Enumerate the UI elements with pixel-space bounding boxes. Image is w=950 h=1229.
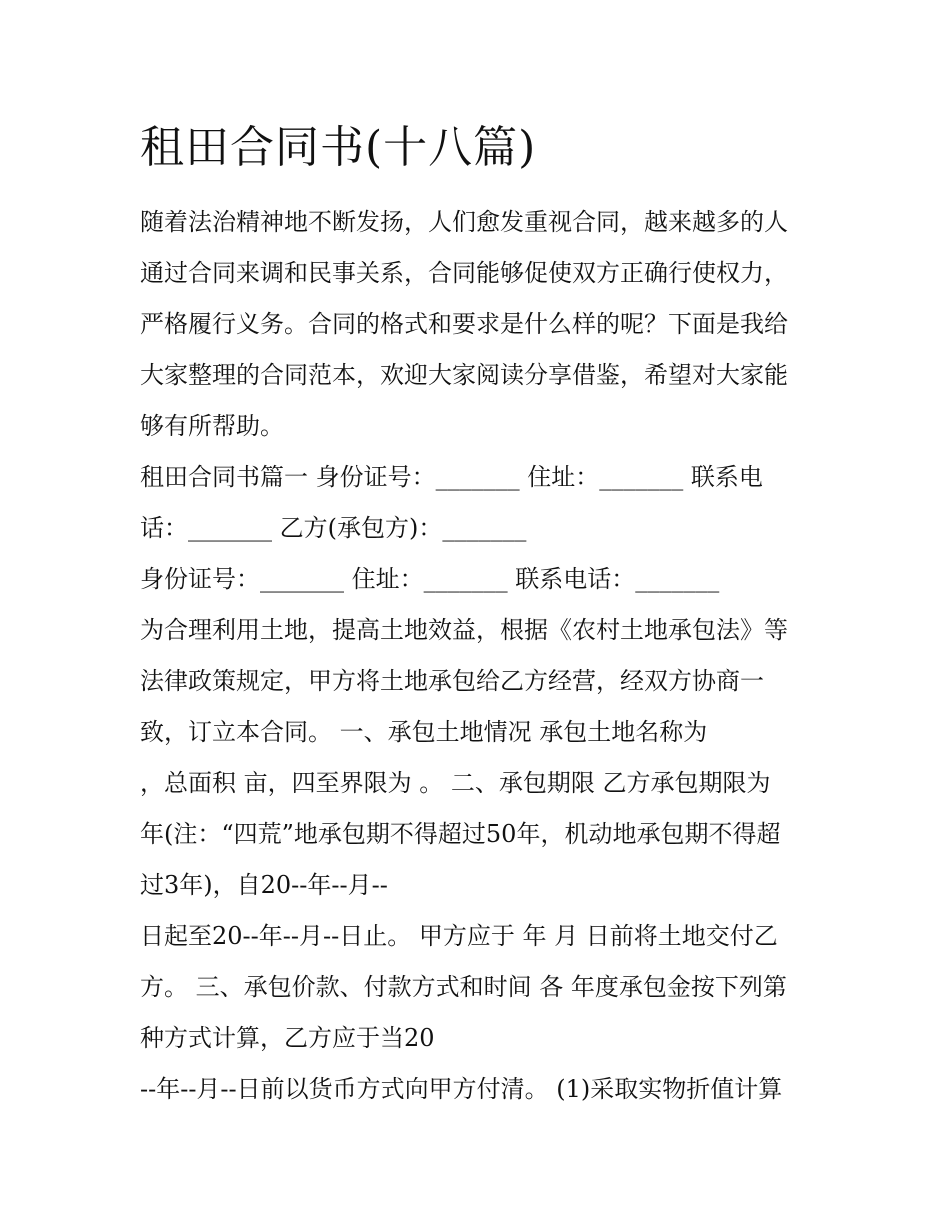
body-line-8: 身份证号：_______ 住址：_______ 联系电话：_______: [140, 565, 720, 593]
body-line-2: 通过合同来调和民事关系，合同能够促使双方正确行使权力，: [140, 259, 788, 287]
body-line-6: 租田合同书篇一 身份证号：_______ 住址：_______ 联系电: [140, 463, 763, 491]
body-line-7: 话：_______ 乙方(承包方)：_______: [140, 514, 527, 542]
body-line-4: 大家整理的合同范本，欢迎大家阅读分享借鉴，希望对大家能: [140, 361, 788, 389]
body-line-3: 严格履行义务。合同的格式和要求是什么样的呢？下面是我给: [140, 310, 788, 338]
body-line-13: 年(注：“四荒”地承包期不得超过50年，机动地承包期不得超: [140, 820, 781, 848]
body-line-5: 够有所帮助。: [140, 412, 284, 440]
body-line-10: 法律政策规定，甲方将土地承包给乙方经营，经双方协商一: [140, 667, 764, 695]
document-title: 租田合同书(十八篇): [140, 122, 537, 173]
body-line-14: 过3年)，自20--年--月--: [140, 871, 388, 899]
body-line-11: 致，订立本合同。 一、承包土地情况 承包土地名称为: [140, 718, 708, 746]
body-line-18: --年--月--日前以货币方式向甲方付清。 (1)采取实物折值计算: [140, 1075, 783, 1103]
body-line-9: 为合理利用土地，提高土地效益，根据《农村土地承包法》等: [140, 616, 788, 644]
body-line-17: 种方式计算，乙方应于当20: [140, 1024, 435, 1052]
body-line-15: 日起至20--年--月--日止。 甲方应于 年 月 日前将土地交付乙: [140, 922, 778, 950]
body-line-1: 随着法治精神地不断发扬，人们愈发重视合同，越来越多的人: [140, 208, 788, 236]
body-line-12: ，总面积 亩，四至界限为 。 二、承包期限 乙方承包期限为: [140, 769, 771, 797]
body-line-16: 方。 三、承包价款、付款方式和时间 各 年度承包金按下列第: [140, 973, 787, 1001]
